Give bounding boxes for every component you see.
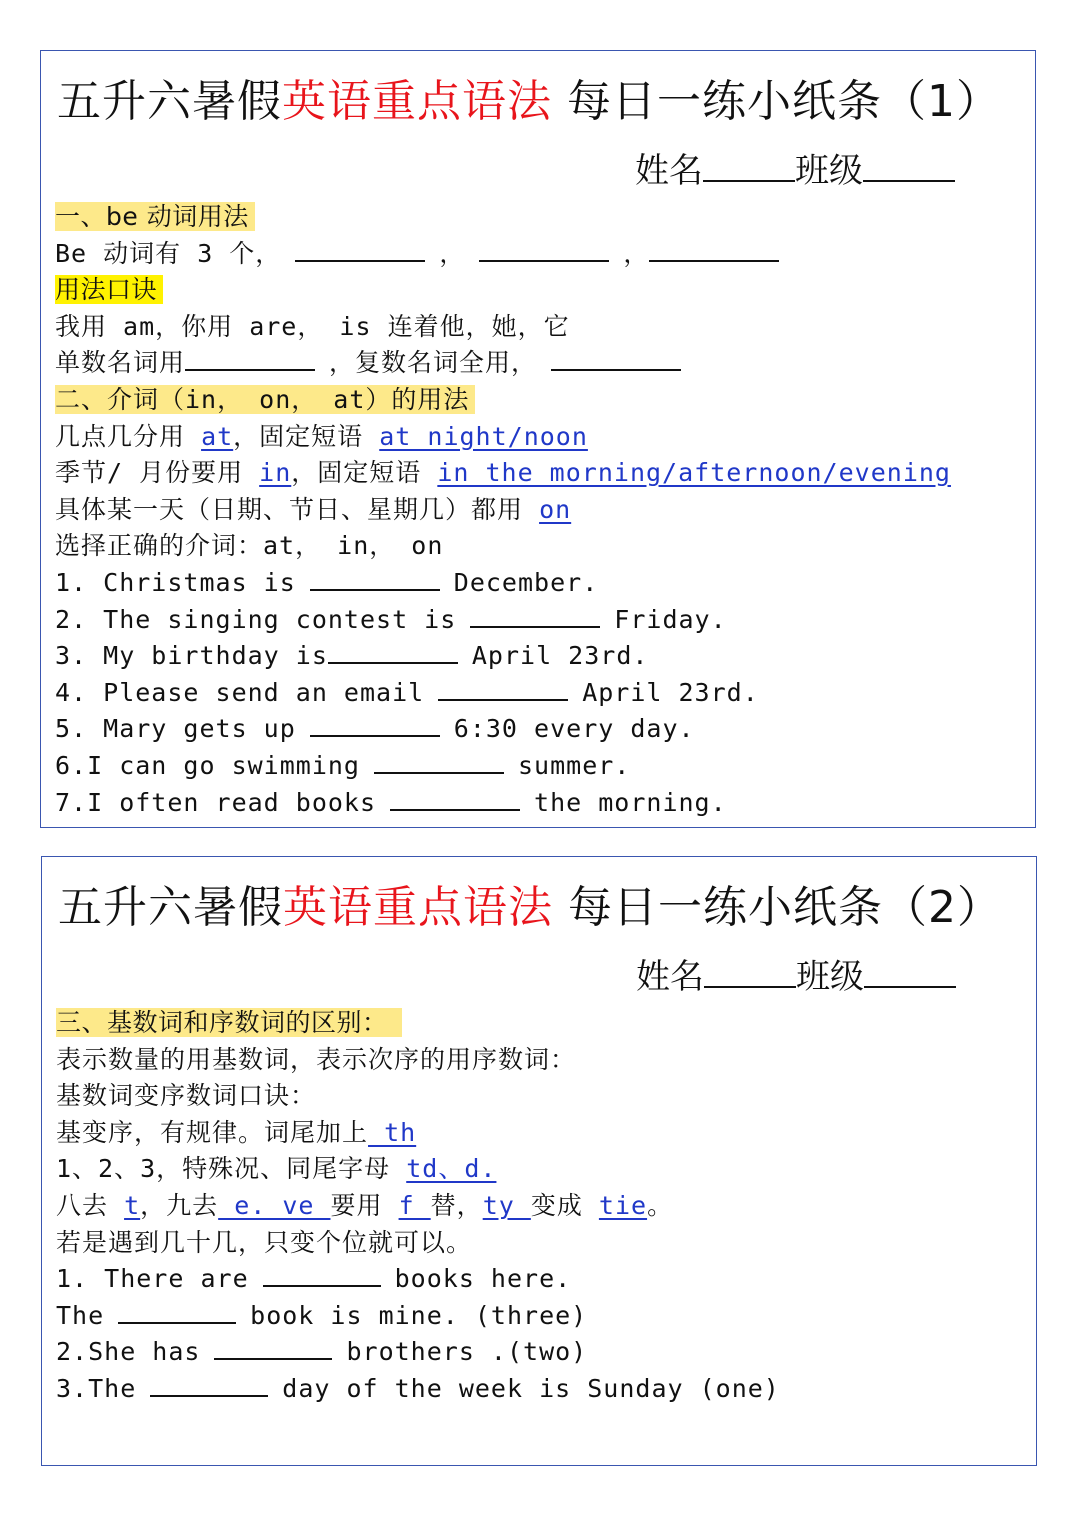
answer-text: f xyxy=(398,1190,431,1220)
answer-blank[interactable] xyxy=(479,238,609,262)
answer-blank[interactable] xyxy=(438,677,568,701)
answer-blank[interactable] xyxy=(118,1300,236,1324)
exercise-item xyxy=(55,785,1025,822)
line-text: Be 动词有 3 个， xyxy=(55,238,282,268)
line-text: 1、2、3，特殊况、同尾字母 xyxy=(56,1154,407,1184)
question-text: December. xyxy=(453,567,599,597)
line-text: ，固定短语 xyxy=(233,421,380,451)
worksheet-card-1 xyxy=(40,50,1036,828)
class-blank[interactable] xyxy=(864,956,956,988)
class-label: 班级 xyxy=(795,151,863,191)
title-part: 五升六暑假 xyxy=(57,76,282,127)
section-heading: 二、介词（in， on， at）的用法 xyxy=(55,385,475,414)
rule-line: 表示数量的用基数词，表示次序的用序数词： xyxy=(56,1044,577,1074)
name-class-row xyxy=(635,149,955,193)
title-part: 每日一练小纸条（2） xyxy=(553,882,1002,933)
question-text: April 23rd. xyxy=(471,641,649,671)
question-text: 2.She has xyxy=(56,1337,201,1367)
answer-text: in xyxy=(259,458,292,488)
question-text: 4. Please send an email xyxy=(55,677,425,707)
exercise-item xyxy=(55,748,1025,785)
answer-blank[interactable] xyxy=(551,347,681,371)
line-text: 变成 xyxy=(530,1190,599,1220)
question-text: 3.The xyxy=(56,1373,137,1403)
question-text: 3. My birthday is xyxy=(55,641,328,671)
answer-text: in the morning/afternoon/evening xyxy=(437,458,951,488)
answer-text: t xyxy=(124,1190,141,1220)
card-title xyxy=(57,77,1001,127)
question-text: The xyxy=(56,1300,105,1330)
question-text: book is mine. (three) xyxy=(250,1300,588,1330)
answer-blank[interactable] xyxy=(470,604,600,628)
instruction: 选择正确的介词：at， in， on xyxy=(55,531,444,561)
line-text: 几点几分用 xyxy=(55,421,202,451)
line-text: 具体某一天（日期、节日、星期几）都用 xyxy=(55,494,540,524)
question-text: day of the week is Sunday (one) xyxy=(282,1373,780,1403)
prep-rule-line xyxy=(55,455,1025,492)
question-text: 2. The singing contest is xyxy=(55,604,457,634)
question-text: 1. Christmas is xyxy=(55,567,296,597)
title-part: 五升六暑假 xyxy=(58,882,283,933)
question-text: books here. xyxy=(394,1264,572,1294)
line-text: 八去 xyxy=(56,1190,125,1220)
line-text: ，固定短语 xyxy=(291,458,438,488)
exercise-item xyxy=(56,1334,1026,1371)
answer-text: at night/noon xyxy=(379,421,588,451)
exercise-item xyxy=(55,565,1025,602)
rule-line xyxy=(56,1151,1026,1188)
answer-blank[interactable] xyxy=(374,750,504,774)
question-text: 1. There are xyxy=(56,1264,249,1294)
answer-text: on xyxy=(539,494,572,524)
rule-line: 基数词变序数词口诀： xyxy=(56,1081,317,1111)
answer-blank[interactable] xyxy=(649,238,779,262)
rule-heading: 用法口诀 xyxy=(55,275,163,304)
line-text: 要用 xyxy=(330,1190,399,1220)
line-text: 单数名词用 xyxy=(55,348,186,378)
name-class-row xyxy=(636,955,956,999)
line-text: 季节/ 月份要用 xyxy=(55,458,260,488)
exercise-item xyxy=(55,638,1025,675)
line-text: 。 xyxy=(647,1190,674,1220)
answer-blank[interactable] xyxy=(295,238,425,262)
rule-line: 我用 am，你用 are， is 连着他，她，它 xyxy=(55,311,570,341)
be-verbs-line xyxy=(55,236,1025,273)
answer-text: e. ve xyxy=(218,1190,331,1220)
exercise-item xyxy=(55,711,1025,748)
answer-blank[interactable] xyxy=(390,787,520,811)
exercise-item xyxy=(56,1371,1026,1408)
question-text: Friday. xyxy=(614,604,727,634)
title-highlight: 英语重点语法 xyxy=(282,76,552,127)
answer-text: at xyxy=(201,421,234,451)
answer-text: th xyxy=(368,1117,417,1147)
line-text: 基变序，有规律。词尾加上 xyxy=(56,1117,369,1147)
answer-blank[interactable] xyxy=(150,1373,268,1397)
rule-line xyxy=(55,345,1025,382)
question-text: the morning. xyxy=(534,787,727,817)
name-blank[interactable] xyxy=(703,150,795,182)
rule-line: 若是遇到几十几，只变个位就可以。 xyxy=(56,1227,473,1257)
rule-line xyxy=(56,1188,1026,1225)
exercise-item xyxy=(55,602,1025,639)
title-highlight: 英语重点语法 xyxy=(283,882,553,933)
answer-text: ty xyxy=(482,1190,531,1220)
rule-line xyxy=(56,1115,1026,1152)
answer-blank[interactable] xyxy=(310,567,440,591)
class-label: 班级 xyxy=(796,957,864,997)
separator: ， xyxy=(439,238,466,268)
name-label: 姓名 xyxy=(636,957,704,997)
section-heading: 一、be 动词用法 xyxy=(55,202,255,231)
exercise-item xyxy=(55,675,1025,712)
answer-text: td、d. xyxy=(406,1154,497,1184)
worksheet-card-2 xyxy=(41,856,1037,1466)
name-blank[interactable] xyxy=(704,956,796,988)
card-title xyxy=(58,883,1002,933)
question-text: summer. xyxy=(517,750,631,780)
question-text: April 23rd. xyxy=(582,677,759,707)
name-label: 姓名 xyxy=(635,151,703,191)
prep-rule-line xyxy=(55,419,1025,456)
question-text: 6.I can go swimming xyxy=(55,750,360,780)
class-blank[interactable] xyxy=(863,150,955,182)
section-heading: 三、基数词和序数词的区别： xyxy=(56,1008,402,1037)
question-text: 5. Mary gets up xyxy=(55,714,296,744)
separator: ， xyxy=(623,238,650,268)
line-text: 替， xyxy=(430,1190,483,1220)
title-part: 每日一练小纸条（1） xyxy=(552,76,1001,127)
answer-blank[interactable] xyxy=(214,1336,332,1360)
prep-rule-line xyxy=(55,492,1025,529)
exercise-item xyxy=(56,1298,1026,1335)
line-text: ，九去 xyxy=(140,1190,219,1220)
question-text: brothers .(two) xyxy=(346,1337,588,1367)
question-text: 7.I often read books xyxy=(55,787,377,817)
answer-blank[interactable] xyxy=(310,713,440,737)
answer-blank[interactable] xyxy=(185,347,315,371)
question-text: 6:30 every day. xyxy=(453,714,695,744)
exercise-item xyxy=(56,1261,1026,1298)
answer-blank[interactable] xyxy=(328,640,458,664)
answer-text: tie xyxy=(598,1190,648,1220)
line-text: ，复数名词全用， xyxy=(329,348,538,378)
answer-blank[interactable] xyxy=(263,1263,381,1287)
